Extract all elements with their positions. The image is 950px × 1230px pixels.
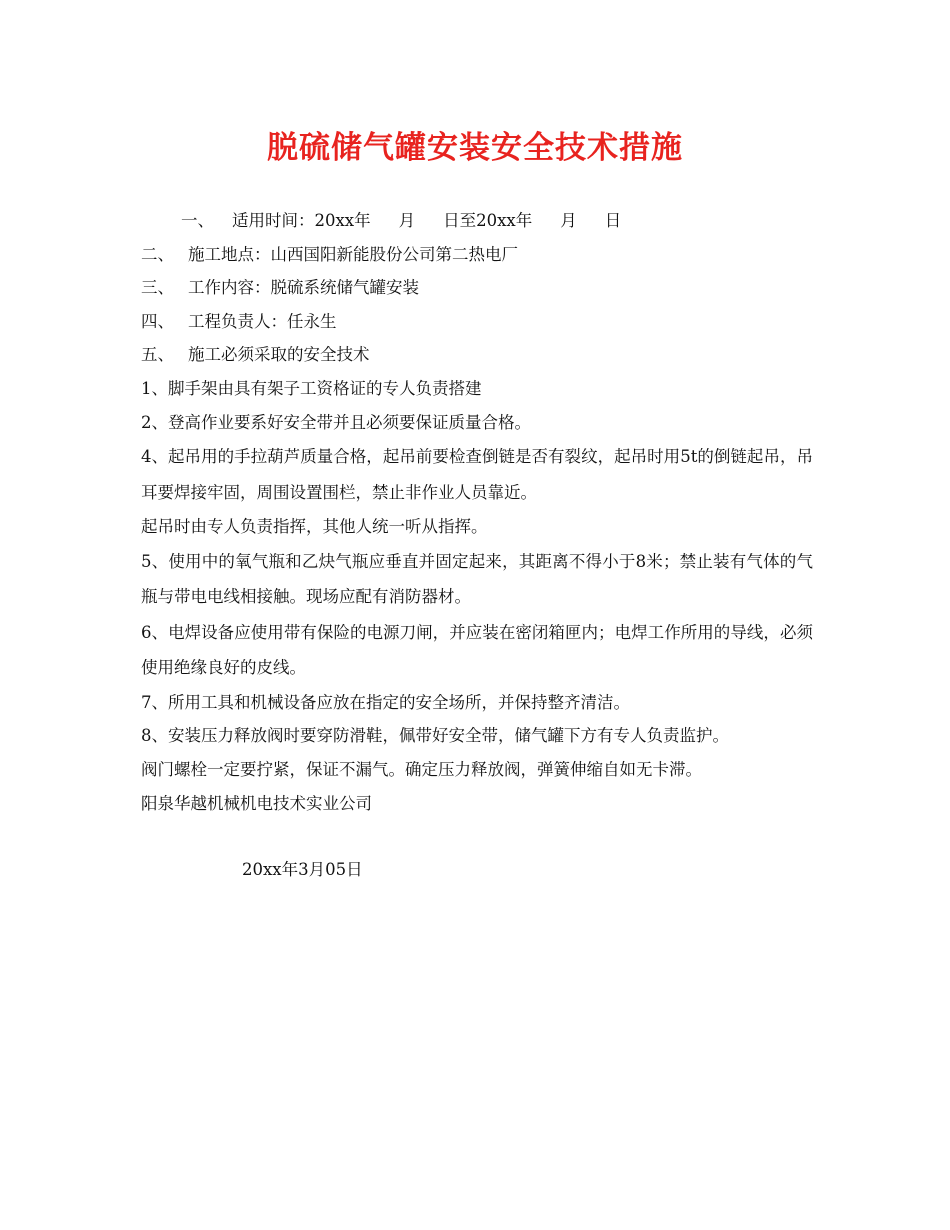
rule-1: 1、脚手架由具有架子工资格证的专人负责搭建 bbox=[141, 378, 482, 398]
item-leader bbox=[141, 305, 813, 339]
company-name: 阳泉华越机械机电技术实业公司 bbox=[141, 793, 372, 813]
item-site-prefix: 二、 bbox=[141, 244, 174, 264]
document-title: 脱硫储气罐安装安全技术措施 bbox=[267, 130, 683, 166]
item-period-day2: 日 bbox=[604, 211, 622, 230]
item-site-text: 施工地点：山西国阳新能股份公司第二热电厂 bbox=[188, 244, 518, 264]
item-period bbox=[141, 204, 813, 238]
rule-8-note: 阀门螺栓一定要拧紧，保证不漏气。确定压力释放阀，弹簧伸缩自如无卡滞。 bbox=[141, 759, 702, 779]
item-leader-prefix: 四、 bbox=[141, 311, 174, 331]
item-period-month1: 月 bbox=[398, 211, 416, 230]
rule-4-note: 起吊时由专人负责指挥，其他人统一听从指挥。 bbox=[141, 517, 488, 537]
item-period-label: 适用时间：20xx年 bbox=[232, 211, 371, 230]
rule-8: 8、安装压力释放阀时要穿防滑鞋，佩带好安全带，储气罐下方有专人负责监护。 bbox=[141, 726, 729, 746]
item-period-month2: 月 bbox=[560, 211, 577, 230]
rule-6: 6、电焊设备应使用带有保险的电源刀闸，并应装在密闭箱匣内；电焊工作所用的导线，必须使用绝缘良好的皮线。 bbox=[141, 622, 813, 678]
item-site bbox=[141, 238, 813, 272]
item-content-text: 工作内容：脱硫系统储气罐安装 bbox=[188, 278, 419, 298]
rule-7: 7、所用工具和机械设备应放在指定的安全场所，并保持整齐清洁。 bbox=[141, 692, 630, 712]
item-leader-text: 工程负责人：任永生 bbox=[188, 311, 337, 331]
rule-4: 4、起吊用的手拉葫芦质量合格，起吊前要检查倒链是否有裂纹，起吊时用5t的倒链起吊，吊耳要焊接牢固，周围设置围栏，禁止非作业人员靠近。 bbox=[141, 447, 813, 502]
item-content-prefix: 三、 bbox=[141, 278, 174, 298]
item-measures-prefix: 五、 bbox=[141, 345, 174, 365]
item-content bbox=[141, 271, 813, 305]
item-measures-text: 施工必须采取的安全技术 bbox=[188, 345, 370, 365]
document-body bbox=[141, 204, 813, 820]
rule-2: 2、登高作业要系好安全带并且必须要保证质量合格。 bbox=[141, 412, 531, 432]
item-measures bbox=[141, 338, 813, 372]
rule-5: 5、使用中的氧气瓶和乙炔气瓶应垂直并固定起来，其距离不得小于8米；禁止装有气体的气瓶与带电电线相接触。现场应配有消防器材。 bbox=[141, 551, 813, 607]
item-period-prefix: 一、 bbox=[181, 211, 214, 230]
document-date: 20xx年3月05日 bbox=[242, 860, 363, 879]
item-period-day1: 日至20xx年 bbox=[443, 211, 533, 230]
